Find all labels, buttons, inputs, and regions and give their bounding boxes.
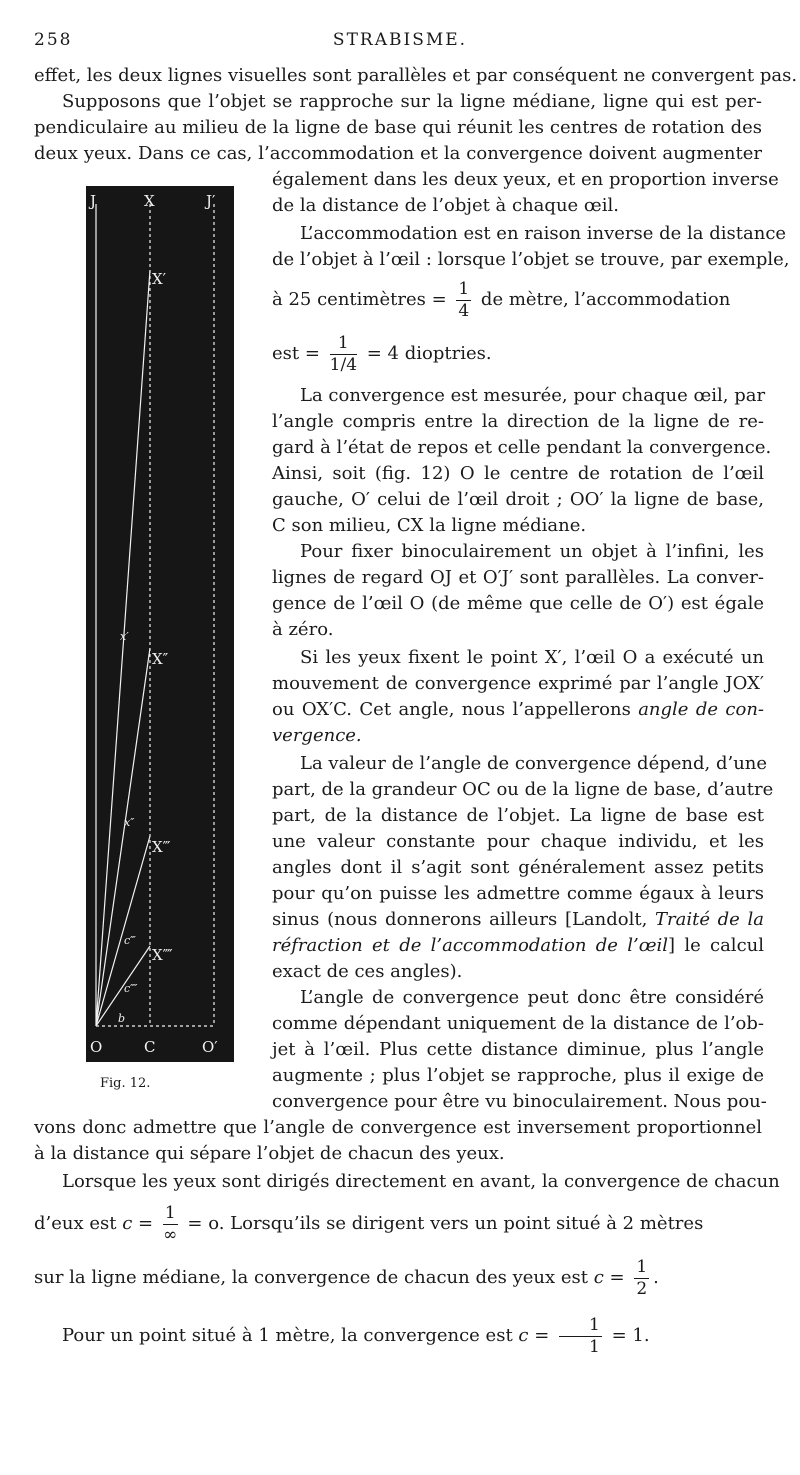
text-line: deux yeux. Dans ce cas, l’accommodation et la convergence doivent augmenter bbox=[34, 143, 762, 164]
label-J: J bbox=[90, 192, 97, 210]
text-line: angles dont il s’agit sont généralement assez petits bbox=[272, 857, 764, 878]
text-line: mouvement de convergence exprimé par l’angle JOX′ bbox=[272, 673, 764, 694]
text-line: vons donc admettre que l’angle de convergence est inversement proportionnel bbox=[34, 1117, 762, 1138]
text-line: gard à l’état de repos et celle pendant la convergence. bbox=[272, 437, 772, 458]
text-line: La convergence est mesurée, pour chaque œil, par bbox=[300, 385, 766, 406]
label-C: C bbox=[144, 1038, 156, 1056]
text-line: part, de la grandeur OC ou de la ligne de base, d’autre bbox=[272, 779, 774, 800]
page-number: 258 bbox=[34, 30, 73, 50]
running-title: STRABISME. bbox=[332, 30, 468, 50]
label-X1: X′ bbox=[152, 270, 167, 288]
label-X4: X⁗ bbox=[152, 946, 173, 964]
text-line: augmente ; plus l’objet se rapproche, plus il exige de bbox=[272, 1065, 764, 1086]
equation-one: Pour un point situé à 1 mètre, la convergence est c = $\frac{1}{1}$ = 1. bbox=[62, 1314, 650, 1357]
text-line: lignes de regard OJ et O′J′ sont parallèles. La conver- bbox=[272, 567, 764, 588]
fraction-one-over-one: $\frac{1}{1}$ bbox=[559, 1317, 602, 1356]
label-X2: X″ bbox=[152, 650, 169, 668]
text-line: une valeur constante pour chaque individu, et les bbox=[272, 831, 764, 852]
text-line: jet à l’œil. Plus cette distance diminue, plus l’angle bbox=[272, 1039, 764, 1060]
text-line: de l’objet à l’œil : lorsque l’objet se trouve, par exemple, bbox=[272, 249, 790, 270]
text-line: effet, les deux lignes visuelles sont parallèles et par conséquent ne convergent pas. bbox=[34, 65, 798, 86]
convergence-diagram bbox=[86, 186, 234, 1062]
text-line: également dans les deux yeux, et en proportion inverse bbox=[272, 169, 779, 190]
text-line: convergence pour être vu binoculairement. Nous pou- bbox=[272, 1091, 767, 1112]
label-x4: c⁗ bbox=[124, 982, 138, 995]
label-x3: c‴ bbox=[124, 934, 136, 947]
label-x2: x″ bbox=[124, 816, 135, 829]
line-OX3 bbox=[96, 836, 150, 1026]
equation-accommodation: à 25 centimètres = $\frac{1}{4}$ de mètre, l’accommodation bbox=[272, 278, 731, 321]
running-head bbox=[34, 30, 766, 54]
text-line: Si les yeux fixent le point X′, l’œil O a exécuté un bbox=[300, 647, 764, 668]
text-line-angle: ou OX′C. Cet angle, nous l’appellerons angle de con- bbox=[272, 699, 765, 720]
text-line: Supposons que l’objet se rapproche sur la ligne médiane, ligne qui est per- bbox=[62, 91, 762, 112]
equation-infinity: d’eux est c = $\frac{1}{\infty}$ = o. Lorsqu’ils se dirigent vers un point situé à 2 mètres bbox=[34, 1202, 704, 1245]
fraction-one-quarter: $\frac{1}{4}$ bbox=[458, 278, 470, 321]
label-b: b bbox=[118, 1012, 126, 1025]
figure-caption: Fig. 12. bbox=[100, 1076, 151, 1091]
fraction-one-over-infinity: $\frac{1}{\infty}$ bbox=[163, 1202, 178, 1245]
text-line: L’accommodation est en raison inverse de la distance bbox=[300, 223, 787, 244]
label-x1: x′ bbox=[120, 630, 129, 643]
label-Oprime: O′ bbox=[202, 1038, 218, 1056]
fraction-one-over-quarter: $\frac{1}{1/4}$ bbox=[329, 332, 358, 375]
text-line: C son milieu, CX la ligne médiane. bbox=[272, 515, 587, 536]
label-O: O bbox=[90, 1038, 103, 1056]
text-line: Ainsi, soit (fig. 12) O le centre de rotation de l’œil bbox=[272, 463, 764, 484]
line-OX1 bbox=[96, 270, 150, 1026]
text-line: l’angle compris entre la direction de la ligne de re- bbox=[272, 411, 764, 432]
equation-half: sur la ligne médiane, la convergence de chacun des yeux est c = $\frac{1}{2}$ . bbox=[34, 1256, 659, 1299]
text-line: pendiculaire au milieu de la ligne de base qui réunit les centres de rotation des bbox=[34, 117, 762, 138]
text-line: L’angle de convergence peut donc être considéré bbox=[300, 987, 764, 1008]
label-X3: X‴ bbox=[152, 838, 171, 856]
text-line-refraction: réfraction et de l’accommodation de l’œil] le calcul bbox=[272, 935, 764, 956]
text-line: à zéro. bbox=[272, 619, 334, 640]
text-line: comme dépendant uniquement de la distance de l’ob- bbox=[272, 1013, 764, 1034]
text-line: vergence. bbox=[272, 725, 362, 746]
text-line-landolt: sinus (nous donnerons ailleurs [Landolt, Traité de la bbox=[272, 909, 764, 930]
label-X: X bbox=[144, 192, 155, 210]
label-Jprime: J′ bbox=[206, 192, 216, 210]
text-line: La valeur de l’angle de convergence dépend, d’une bbox=[300, 753, 768, 774]
text-line: Lorsque les yeux sont dirigés directement en avant, la convergence de chacun bbox=[62, 1171, 780, 1192]
text-line: gauche, O′ celui de l’œil droit ; OO′ la ligne de base, bbox=[272, 489, 764, 510]
equation-dioptries: est = $\frac{1}{1/4}$ = 4 dioptries. bbox=[272, 332, 492, 375]
text-line: gence de l’œil O (de même que celle de O′) est égale bbox=[272, 593, 764, 614]
fraction-one-half: $\frac{1}{2}$ bbox=[636, 1256, 648, 1299]
text-line: part, de la distance de l’objet. La ligne de base est bbox=[272, 805, 764, 826]
text-line: de la distance de l’objet à chaque œil. bbox=[272, 195, 619, 216]
line-OX2 bbox=[96, 648, 150, 1026]
text-line: exact de ces angles). bbox=[272, 961, 463, 982]
text-line: Pour fixer binoculairement un objet à l’infini, les bbox=[300, 541, 764, 562]
text-line: pour qu’on puisse les admettre comme égaux à leurs bbox=[272, 883, 764, 904]
figure-12 bbox=[86, 186, 234, 1062]
text-line: à la distance qui sépare l’objet de chacun des yeux. bbox=[34, 1143, 505, 1164]
